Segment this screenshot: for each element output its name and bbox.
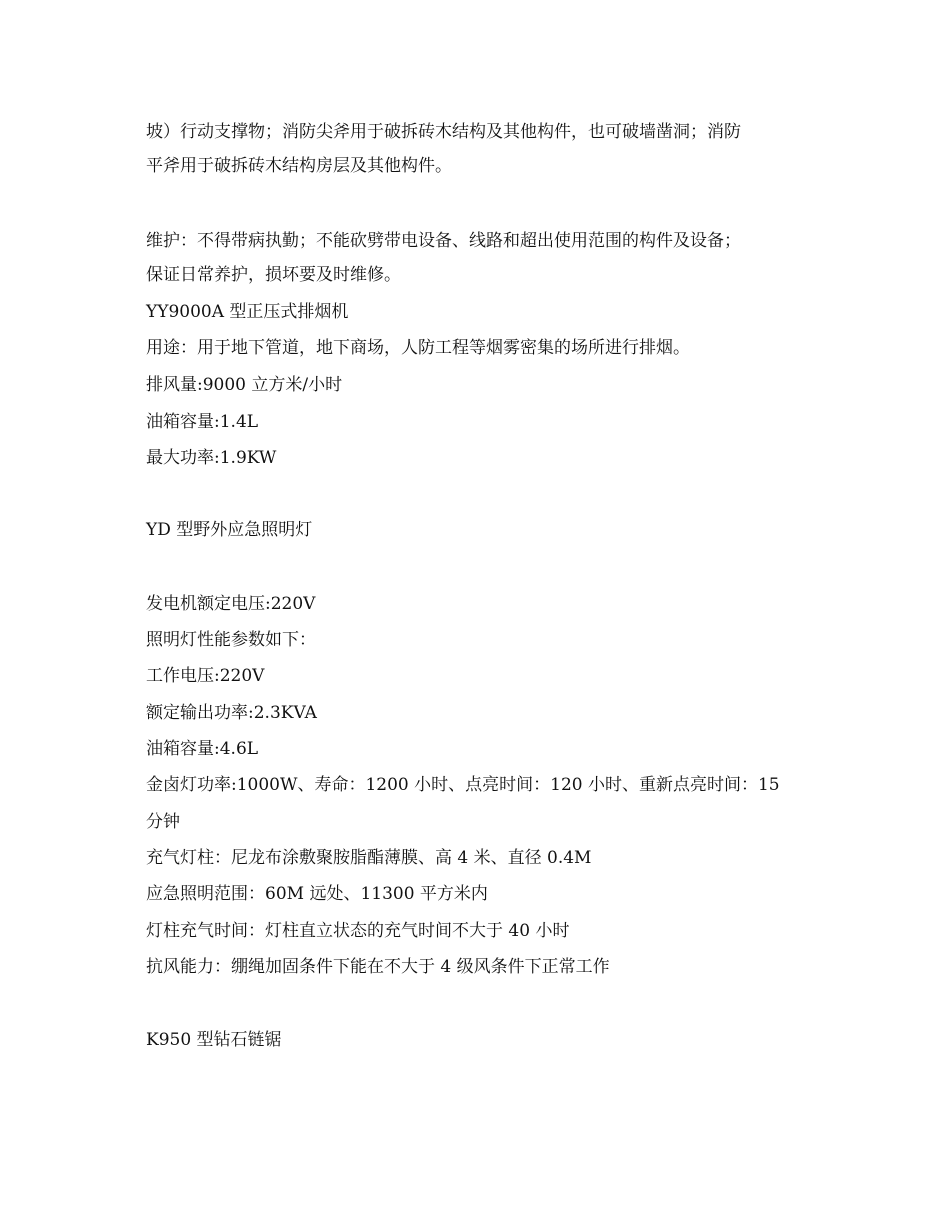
- text-line-max-power: 最大功率:1.9KW: [146, 448, 277, 468]
- text-line-lamp-power-cont: 分钟: [146, 812, 180, 832]
- text-line-light-tank-capacity: 油箱容量:4.6L: [146, 739, 259, 759]
- text-line-fan-tank-capacity: 油箱容量:1.4L: [146, 412, 259, 432]
- text-line-generator-voltage: 发电机额定电压:220V: [146, 594, 316, 614]
- text-line-working-voltage: 工作电压:220V: [146, 666, 265, 686]
- text-line-maintenance-cont: 保证日常养护，损坏要及时维修。: [146, 265, 401, 285]
- text-line-wind-resistance: 抗风能力：绷绳加固条件下能在不大于 4 级风条件下正常工作: [146, 957, 610, 977]
- text-line-inflatable-pole: 充气灯柱：尼龙布涂敷聚胺脂酯薄膜、高 4 米、直径 0.4M: [146, 848, 592, 868]
- heading-diamond-chainsaw: K950 型钻石链锯: [146, 1030, 282, 1050]
- text-line-rated-output: 额定输出功率:2.3KVA: [146, 703, 317, 723]
- text-line-exhaust-volume: 排风量:9000 立方米/小时: [146, 375, 343, 395]
- heading-emergency-light: YD 型野外应急照明灯: [146, 520, 313, 540]
- text-line-inflation-time: 灯柱充气时间：灯柱直立状态的充气时间不大于 40 小时: [146, 921, 570, 941]
- text-line-lighting-range: 应急照明范围：60M 远处、11300 平方米内: [146, 884, 488, 904]
- heading-smoke-exhaust-fan: YY9000A 型正压式排烟机: [146, 302, 349, 322]
- text-line-flat-axe-usage: 平斧用于破拆砖木结构房层及其他构件。: [146, 156, 452, 176]
- text-line-fan-usage: 用途：用于地下管道，地下商场，人防工程等烟雾密集的场所进行排烟。: [146, 338, 690, 358]
- text-line-maintenance: 维护：不得带病执勤；不能砍劈带电设备、线路和超出使用范围的构件及设备；: [146, 231, 741, 251]
- text-line-lamp-power: 金卤灯功率:1000W、寿命：1200 小时、点亮时间：120 小时、重新点亮时间：15: [146, 775, 780, 795]
- text-line-light-params: 照明灯性能参数如下：: [146, 630, 316, 650]
- text-line-fire-axe-usage: 坡）行动支撑物；消防尖斧用于破拆砖木结构及其他构件，也可破墙凿洞；消防: [146, 122, 741, 142]
